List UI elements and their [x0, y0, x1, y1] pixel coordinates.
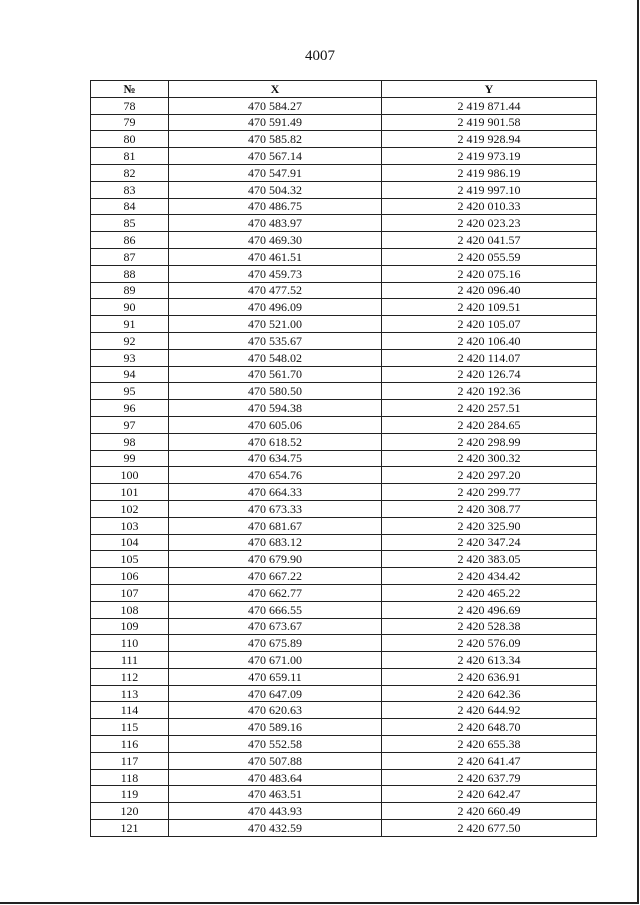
table-row	[91, 635, 597, 652]
table-row	[91, 752, 597, 769]
point-number-cell: 86	[91, 232, 169, 249]
table-row	[91, 517, 597, 534]
x-coordinate-cell: 470 547.91	[169, 164, 382, 181]
point-number-cell: 118	[91, 769, 169, 786]
table-row	[91, 332, 597, 349]
point-number-cell: 97	[91, 416, 169, 433]
x-coordinate-cell: 470 584.27	[169, 97, 382, 114]
table-row	[91, 416, 597, 433]
x-coordinate-cell: 470 679.90	[169, 551, 382, 568]
y-coordinate-cell: 2 420 576.09	[382, 635, 597, 652]
x-coordinate-cell: 470 654.76	[169, 467, 382, 484]
y-coordinate-cell: 2 420 325.90	[382, 517, 597, 534]
point-number-cell: 80	[91, 131, 169, 148]
point-number-cell: 117	[91, 752, 169, 769]
y-coordinate-cell: 2 419 871.44	[382, 97, 597, 114]
y-coordinate-cell: 2 420 257.51	[382, 400, 597, 417]
point-number-cell: 113	[91, 685, 169, 702]
x-coordinate-cell: 470 618.52	[169, 433, 382, 450]
point-number-cell: 95	[91, 383, 169, 400]
point-number-cell: 114	[91, 702, 169, 719]
table-row	[91, 803, 597, 820]
x-coordinate-cell: 470 620.63	[169, 702, 382, 719]
table-row	[91, 299, 597, 316]
y-coordinate-cell: 2 420 299.77	[382, 484, 597, 501]
x-coordinate-cell: 470 432.59	[169, 820, 382, 837]
x-coordinate-cell: 470 486.75	[169, 198, 382, 215]
table-body	[91, 97, 597, 836]
point-number-cell: 79	[91, 114, 169, 131]
x-coordinate-cell: 470 477.52	[169, 282, 382, 299]
table-row	[91, 702, 597, 719]
x-coordinate-cell: 470 580.50	[169, 383, 382, 400]
y-coordinate-cell: 2 420 677.50	[382, 820, 597, 837]
point-number-cell: 103	[91, 517, 169, 534]
table-row	[91, 601, 597, 618]
x-coordinate-cell: 470 483.97	[169, 215, 382, 232]
table-row	[91, 400, 597, 417]
y-coordinate-cell: 2 419 928.94	[382, 131, 597, 148]
x-coordinate-cell: 470 675.89	[169, 635, 382, 652]
point-number-cell: 102	[91, 500, 169, 517]
y-coordinate-cell: 2 420 308.77	[382, 500, 597, 517]
x-coordinate-cell: 470 683.12	[169, 534, 382, 551]
y-coordinate-cell: 2 420 023.23	[382, 215, 597, 232]
x-coordinate-cell: 470 667.22	[169, 568, 382, 585]
point-number-cell: 93	[91, 349, 169, 366]
y-coordinate-cell: 2 420 660.49	[382, 803, 597, 820]
point-number-cell: 96	[91, 400, 169, 417]
header-x: X	[169, 81, 382, 98]
table-row	[91, 551, 597, 568]
y-coordinate-cell: 2 420 528.38	[382, 618, 597, 635]
table-row	[91, 584, 597, 601]
table-row	[91, 719, 597, 736]
x-coordinate-cell: 470 535.67	[169, 332, 382, 349]
table-row	[91, 450, 597, 467]
table-row	[91, 383, 597, 400]
x-coordinate-cell: 470 662.77	[169, 584, 382, 601]
y-coordinate-cell: 2 420 383.05	[382, 551, 597, 568]
page-number: 4007	[305, 48, 335, 64]
y-coordinate-cell: 2 420 644.92	[382, 702, 597, 719]
table-row	[91, 215, 597, 232]
y-coordinate-cell: 2 420 496.69	[382, 601, 597, 618]
y-coordinate-cell: 2 420 655.38	[382, 736, 597, 753]
point-number-cell: 121	[91, 820, 169, 837]
x-coordinate-cell: 470 681.67	[169, 517, 382, 534]
table-row	[91, 534, 597, 551]
table-row	[91, 820, 597, 837]
table-row	[91, 265, 597, 282]
y-coordinate-cell: 2 420 648.70	[382, 719, 597, 736]
table-row	[91, 786, 597, 803]
header-number: №	[91, 81, 169, 98]
x-coordinate-cell: 470 459.73	[169, 265, 382, 282]
point-number-cell: 98	[91, 433, 169, 450]
coordinates-table	[90, 80, 597, 837]
point-number-cell: 107	[91, 584, 169, 601]
x-coordinate-cell: 470 605.06	[169, 416, 382, 433]
table-row	[91, 618, 597, 635]
x-coordinate-cell: 470 589.16	[169, 719, 382, 736]
y-coordinate-cell: 2 420 192.36	[382, 383, 597, 400]
y-coordinate-cell: 2 420 465.22	[382, 584, 597, 601]
point-number-cell: 81	[91, 148, 169, 165]
point-number-cell: 109	[91, 618, 169, 635]
y-coordinate-cell: 2 420 636.91	[382, 668, 597, 685]
x-coordinate-cell: 470 594.38	[169, 400, 382, 417]
x-coordinate-cell: 470 561.70	[169, 366, 382, 383]
point-number-cell: 110	[91, 635, 169, 652]
table-row	[91, 668, 597, 685]
point-number-cell: 116	[91, 736, 169, 753]
x-coordinate-cell: 470 463.51	[169, 786, 382, 803]
point-number-cell: 112	[91, 668, 169, 685]
y-coordinate-cell: 2 420 106.40	[382, 332, 597, 349]
table-row	[91, 685, 597, 702]
point-number-cell: 99	[91, 450, 169, 467]
x-coordinate-cell: 470 469.30	[169, 232, 382, 249]
table-row	[91, 500, 597, 517]
point-number-cell: 94	[91, 366, 169, 383]
point-number-cell: 85	[91, 215, 169, 232]
x-coordinate-cell: 470 664.33	[169, 484, 382, 501]
point-number-cell: 105	[91, 551, 169, 568]
y-coordinate-cell: 2 420 096.40	[382, 282, 597, 299]
y-coordinate-cell: 2 420 126.74	[382, 366, 597, 383]
y-coordinate-cell: 2 419 901.58	[382, 114, 597, 131]
table-row	[91, 349, 597, 366]
table-row	[91, 181, 597, 198]
x-coordinate-cell: 470 521.00	[169, 316, 382, 333]
y-coordinate-cell: 2 420 298.99	[382, 433, 597, 450]
table-row	[91, 467, 597, 484]
x-coordinate-cell: 470 591.49	[169, 114, 382, 131]
y-coordinate-cell: 2 420 297.20	[382, 467, 597, 484]
y-coordinate-cell: 2 420 055.59	[382, 248, 597, 265]
table-row	[91, 316, 597, 333]
point-number-cell: 108	[91, 601, 169, 618]
header-y: Y	[382, 81, 597, 98]
y-coordinate-cell: 2 420 010.33	[382, 198, 597, 215]
point-number-cell: 87	[91, 248, 169, 265]
x-coordinate-cell: 470 496.09	[169, 299, 382, 316]
point-number-cell: 100	[91, 467, 169, 484]
x-coordinate-cell: 470 647.09	[169, 685, 382, 702]
y-coordinate-cell: 2 420 347.24	[382, 534, 597, 551]
point-number-cell: 106	[91, 568, 169, 585]
table-row	[91, 433, 597, 450]
x-coordinate-cell: 470 461.51	[169, 248, 382, 265]
y-coordinate-cell: 2 420 613.34	[382, 652, 597, 669]
table-row	[91, 164, 597, 181]
y-coordinate-cell: 2 419 986.19	[382, 164, 597, 181]
x-coordinate-cell: 470 634.75	[169, 450, 382, 467]
x-coordinate-cell: 470 671.00	[169, 652, 382, 669]
table-row	[91, 114, 597, 131]
y-coordinate-cell: 2 420 284.65	[382, 416, 597, 433]
table-row	[91, 769, 597, 786]
y-coordinate-cell: 2 420 114.07	[382, 349, 597, 366]
point-number-cell: 101	[91, 484, 169, 501]
x-coordinate-cell: 470 483.64	[169, 769, 382, 786]
point-number-cell: 91	[91, 316, 169, 333]
point-number-cell: 83	[91, 181, 169, 198]
table-row	[91, 568, 597, 585]
y-coordinate-cell: 2 420 642.36	[382, 685, 597, 702]
table-row	[91, 736, 597, 753]
x-coordinate-cell: 470 567.14	[169, 148, 382, 165]
table-row	[91, 484, 597, 501]
table-row	[91, 198, 597, 215]
table-row	[91, 248, 597, 265]
x-coordinate-cell: 470 659.11	[169, 668, 382, 685]
point-number-cell: 89	[91, 282, 169, 299]
x-coordinate-cell: 470 507.88	[169, 752, 382, 769]
y-coordinate-cell: 2 420 434.42	[382, 568, 597, 585]
point-number-cell: 78	[91, 97, 169, 114]
y-coordinate-cell: 2 419 973.19	[382, 148, 597, 165]
x-coordinate-cell: 470 552.58	[169, 736, 382, 753]
table-row	[91, 232, 597, 249]
x-coordinate-cell: 470 504.32	[169, 181, 382, 198]
x-coordinate-cell: 470 673.67	[169, 618, 382, 635]
y-coordinate-cell: 2 420 300.32	[382, 450, 597, 467]
y-coordinate-cell: 2 420 642.47	[382, 786, 597, 803]
point-number-cell: 90	[91, 299, 169, 316]
y-coordinate-cell: 2 420 109.51	[382, 299, 597, 316]
table-row	[91, 366, 597, 383]
x-coordinate-cell: 470 673.33	[169, 500, 382, 517]
y-coordinate-cell: 2 420 041.57	[382, 232, 597, 249]
table-header-row	[91, 81, 597, 98]
point-number-cell: 92	[91, 332, 169, 349]
y-coordinate-cell: 2 419 997.10	[382, 181, 597, 198]
y-coordinate-cell: 2 420 105.07	[382, 316, 597, 333]
x-coordinate-cell: 470 585.82	[169, 131, 382, 148]
y-coordinate-cell: 2 420 641.47	[382, 752, 597, 769]
x-coordinate-cell: 470 548.02	[169, 349, 382, 366]
point-number-cell: 84	[91, 198, 169, 215]
table-row	[91, 282, 597, 299]
table-row	[91, 131, 597, 148]
point-number-cell: 82	[91, 164, 169, 181]
y-coordinate-cell: 2 420 637.79	[382, 769, 597, 786]
point-number-cell: 88	[91, 265, 169, 282]
table-row	[91, 652, 597, 669]
point-number-cell: 104	[91, 534, 169, 551]
point-number-cell: 119	[91, 786, 169, 803]
point-number-cell: 111	[91, 652, 169, 669]
x-coordinate-cell: 470 666.55	[169, 601, 382, 618]
point-number-cell: 120	[91, 803, 169, 820]
table-row	[91, 97, 597, 114]
point-number-cell: 115	[91, 719, 169, 736]
x-coordinate-cell: 470 443.93	[169, 803, 382, 820]
y-coordinate-cell: 2 420 075.16	[382, 265, 597, 282]
table-row	[91, 148, 597, 165]
